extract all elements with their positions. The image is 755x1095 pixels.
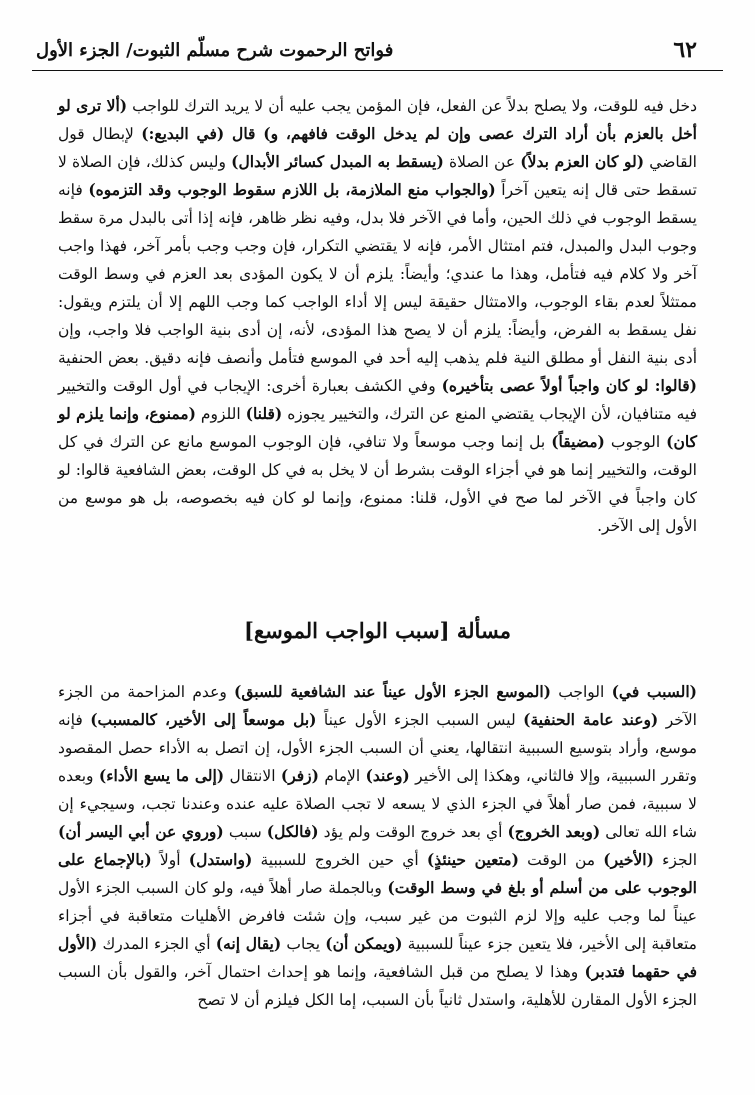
bold-run: (ويمكن أن)	[325, 934, 403, 953]
bold-run: (قالوا: لو كان واجباً أولاً عصى بتأخيره)	[441, 376, 697, 395]
paragraph-1	[58, 92, 697, 540]
page-number: ٦٢	[673, 37, 697, 63]
bold-run: (متعين حينئذٍ)	[426, 850, 519, 869]
text-run: سبب	[223, 823, 267, 841]
text-run: الواجب	[550, 683, 612, 701]
text-run: فإنه موسع، وأراد بتوسيع السببية انتقالها، يعني أن السبب الجزء الأول، إن اتصل به الأداء حصل المقصود وتقرر السببية، وإلا فالثاني، وهكذا إلى الأخير	[58, 711, 697, 785]
bold-run: (إلى ما يسع الأداء)	[98, 766, 225, 785]
bold-run: (قلنا)	[245, 404, 283, 423]
bold-run: (بالإجماع على الوجوب على من أسلم أو بلغ في وسط الوقت)	[58, 850, 697, 897]
text-run: وعدم المزاحمة من الجزء الآخر	[58, 683, 697, 729]
text-run: أي حين الخروج للسببية	[252, 851, 427, 869]
paragraph-2	[58, 678, 697, 1014]
bold-run: (وعند عامة الحنفية)	[523, 710, 659, 729]
bold-run: (بل موسعاً إلى الأخير، كالمسبب)	[90, 710, 317, 729]
text-run: يجاب	[281, 935, 326, 953]
text-run: أي بعد خروج الوقت ولم يؤد	[318, 823, 508, 841]
bold-run: (يقال إنه)	[215, 934, 282, 953]
bold-run: (السبب في)	[611, 682, 698, 701]
text-run: بل إنما وجب موسعاً ولا تنافي، فإن الوجوب الموسع مانع عن الترك في كل الوقت، والتخيير إنما هو في أجزاء الوقت بشرط أن لا يخل به في كل الوقت، بعض الشافعية قالوا: لو كان واجباً في الآخر لما صح في الأول، قلنا: ممنوع، وإنما لو كان فيه بخصوصه، بل هو موسع من الأول إلى الآخر.	[58, 433, 697, 535]
text-run: الجزء	[653, 851, 697, 869]
bold-run: (واستدل)	[188, 850, 253, 869]
text-run: الإمام	[319, 767, 366, 785]
text-run: الوجوب	[604, 433, 667, 451]
bold-run: (وبعد الخروج)	[507, 822, 601, 841]
text-run: وبالجملة صار أهلاً فيه، ولو كان السبب الجزء الأول عيناً لما وجب عليه وإلا لزم الثبوت من غير سبب، وإن شئت فافرض الأهليات متعاقبة في أجزاء متعاقبة إلى الأخير، فلا يتعين جزء عيناً للسببية	[58, 879, 697, 953]
bold-run: (والجواب منع الملازمة، بل اللازم سقوط الوجوب وقد التزموه)	[88, 180, 496, 199]
text-run: أي الجزء المدرك	[97, 935, 216, 953]
text-run: دخل فيه للوقت، ولا يصلح بدلاً عن الفعل، فإن المؤمن يجب عليه أن لا يريد الترك للواجب	[127, 97, 697, 115]
bold-run: (الأخير)	[603, 850, 654, 869]
text-run: وليس كذلك، فإن الصلاة لا تسقط حتى قال إنه يتعين آخراً	[58, 153, 698, 199]
bold-run: (لو كان العزم بدلاً)	[520, 152, 645, 171]
bold-run: (يسقط به المبدل كسائر الأبدال)	[231, 152, 444, 171]
text-run: فإنه يسقط الوجوب في ذلك الحين، وأما في الآخر فلا بدل، وفيه نظر ظاهر، فإنه إذا أتى بالبدل مرة سقط وجوب البدل والمبدل، فتم امتثال الأمر، فإنه لا يقتضي التكرار، فإن وجب وجب بأمر آخر، فهذا واجب آخر ولا كلام فيه فتأمل، وهذا ما عندي؛ وأيضاً: يلزم أن لا يكون المؤدى بعد العزم في وسط الوقت ممتثلاً لعدم بقاء الوجوب، والامتثال حقيقة ليس إلا أداء الواجب كما وجب اللهم إلا أن يلتزم ويقول: نفل يسقط به الفرض، وأيضاً: يلزم أن لا يصح هذا المؤدى، لأنه، إن أدى بنية الواجب فلا واجب، وإن أدى بنية النفل أو مطلق النية فلم يذهب إليه أحد في الموسع فتأمل وأنصف فإنه دقيق. بعض الحنفية	[58, 181, 697, 367]
text-run: لإبطال قول القاضي	[58, 125, 697, 171]
text-run: اللزوم	[195, 405, 246, 423]
text-run: وبعده لا سببية، فمن صار أهلاً في الجزء الذي لا يسعه لا تجب الصلاة عليه عنده وعندنا تجب، وسيجيء إن شاء الله تعالى	[58, 767, 697, 841]
page-header	[32, 30, 723, 71]
bold-run: (ألا ترى لو أخل بالعزم بأن أراد الترك عصى وإن لم يدخل الوقت فافهم، و) قال (في البديع:)	[58, 96, 697, 143]
section-heading: مسألة [سبب الواجب الموسع]	[244, 618, 511, 643]
bold-run: (الأول في حقهما فتدبر)	[58, 934, 697, 981]
bold-run: (الموسع الجزء الأول عيناً عند الشافعية للسبق)	[234, 682, 551, 701]
bold-run: (وروي عن أبي اليسر أن)	[58, 822, 224, 841]
bold-run: (وعند)	[365, 766, 410, 785]
text-run: ليس السبب الجزء الأول عيناً	[316, 711, 524, 729]
bold-run: (ممنوع، وإنما يلزم لو كان)	[58, 404, 697, 451]
text-run: أولاً	[151, 851, 189, 869]
text-run: عن الصلاة	[443, 153, 521, 171]
bold-run: (زفر)	[280, 766, 320, 785]
running-title: فواتح الرحموت شرح مسلّم الثبوت/ الجزء الأول	[36, 39, 394, 61]
bold-run: (مضيقاً)	[551, 432, 605, 451]
text-run: من الوقت	[518, 851, 604, 869]
bold-run: (فالكل)	[266, 822, 319, 841]
text-run: وفي الكشف بعبارة أخرى: الإيجاب في أول الوقت والتخيير فيه متنافيان، لأن الإيجاب يقتضي المنع عن الترك، والتخيير يجوزه	[58, 377, 697, 423]
text-run: وهذا لا يصلح من قبل الشافعية، وإنما هو إحداث احتمال آخر، والقول بأن السبب الجزء الأول المقارن للأهلية، واستدل ثانياً بأن السبب، إما الكل فيلزم أن لا تصح	[58, 963, 697, 1009]
text-run: الانتقال	[224, 767, 281, 785]
